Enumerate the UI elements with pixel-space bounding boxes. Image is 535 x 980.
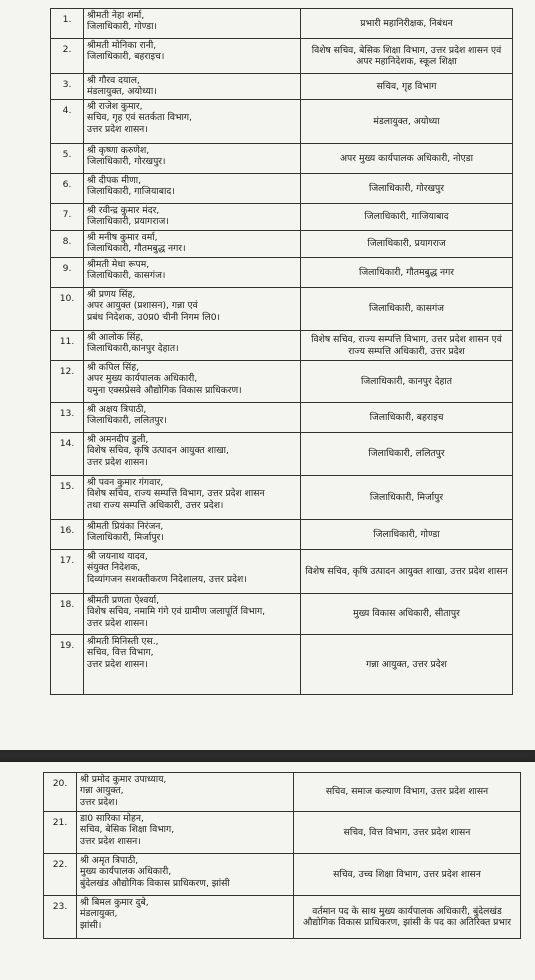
officer-line: श्री कृष्णा करुणेश, (87, 145, 150, 156)
officer-line: जिलाधिकारी, गोण्डा। (87, 21, 157, 33)
officer-line: विशेष सचिव, राज्य सम्पत्ति विभाग, उत्तर प्रदेश शासन (87, 488, 265, 500)
officer-cell (84, 258, 301, 288)
officer-cell (84, 594, 301, 635)
officer-cell (77, 773, 294, 812)
serial-number: 15. (51, 476, 84, 520)
officer-line: श्रीमती प्रियंका निरंजन, (87, 521, 164, 532)
officer-line: जिलाधिकारी, गाजियाबाद। (87, 186, 175, 198)
table-row (51, 9, 513, 39)
serial-number: 17. (51, 550, 84, 594)
transfer-table-2 (43, 772, 521, 939)
officer-line: श्रीमती मोनिका रानी, (87, 40, 157, 51)
document-page-2 (0, 762, 535, 980)
transfer-table-1 (50, 8, 513, 695)
officer-cell (84, 635, 301, 695)
officer-cell (84, 100, 301, 144)
officer-line: यमुना एक्सप्रेसवे औद्योगिक विकास प्राधिकरण। (87, 384, 242, 396)
officer-line: विशेष सचिव, कृषि उत्पादन आयुक्त शाखा, (87, 445, 229, 457)
officer-line: अपर मुख्य कार्यपालक अधिकारी, (87, 373, 198, 385)
officer-line: जिलाधिकारी, गोरखपुर। (87, 156, 166, 168)
new-posting: जिलाधिकारी, बहराइच (301, 403, 513, 433)
officer-line: संयुक्त निदेशक, (87, 562, 141, 574)
officer-line: जिलाधिकारी, प्रयागराज। (87, 216, 169, 228)
serial-number: 12. (51, 361, 84, 403)
table-row (51, 100, 513, 144)
table-row (51, 550, 513, 594)
table-row (44, 896, 521, 939)
new-posting: जिलाधिकारी, गोण्डा (301, 520, 513, 550)
new-posting: जिलाधिकारी, गोरखपुर (301, 174, 513, 204)
officer-line: जिलाधिकारी, गौतमबुद्ध नगर। (87, 243, 186, 255)
serial-number: 10. (51, 288, 84, 331)
officer-line: उत्तर प्रदेश। (80, 796, 118, 808)
new-posting: जिलाधिकारी, गाजियाबाद (301, 204, 513, 231)
officer-line: सचिव, बेसिक शिक्षा विभाग, (80, 824, 175, 836)
officer-line: झांसी। (80, 919, 102, 931)
table-row (51, 74, 513, 100)
table-row (44, 854, 521, 896)
serial-number: 20. (44, 773, 77, 812)
officer-line: अपर आयुक्त (प्रशासन), गन्ना एवं (87, 300, 198, 312)
officer-cell (84, 361, 301, 403)
table-row (51, 204, 513, 231)
officer-line: श्री बिमल कुमार दुबे, (80, 897, 149, 908)
table-row (51, 361, 513, 403)
officer-line: जिलाधिकारी, ललितपुर। (87, 415, 167, 427)
new-posting: विशेष सचिव, राज्य सम्पत्ति विभाग, उत्तर प्रदेश शासन एवं राज्य सम्पत्ति अधिकारी, उत्तर प्रदेश (301, 331, 513, 361)
table-row (51, 433, 513, 476)
officer-line: श्री राजेश कुमार, (87, 101, 143, 112)
serial-number: 13. (51, 403, 84, 433)
table-row (51, 520, 513, 550)
officer-line: उत्तर प्रदेश शासन। (87, 123, 148, 135)
serial-number: 3. (51, 74, 84, 100)
officer-line: मंडलायुक्त, अयोध्या। (87, 86, 157, 98)
officer-line: श्री मनीष कुमार वर्मा, (87, 232, 158, 243)
table-row (51, 144, 513, 174)
officer-cell (84, 74, 301, 100)
officer-cell (84, 174, 301, 204)
new-posting: जिलाधिकारी, गौतमबुद्ध नगर (301, 258, 513, 288)
officer-line: श्री प्रमोद कुमार उपाध्याय, (80, 774, 167, 785)
officer-line: श्री अक्षय त्रिपाठी, (87, 404, 147, 415)
serial-number: 4. (51, 100, 84, 144)
officer-line: श्रीमती मिनिस्ती एस., (87, 636, 159, 647)
serial-number: 21. (44, 812, 77, 854)
officer-cell (84, 39, 301, 74)
new-posting: जिलाधिकारी, कासगंज (301, 288, 513, 331)
officer-line: श्री अमृत त्रिपाठी, (80, 855, 139, 866)
officer-line: जिलाधिकारी, कासगंज। (87, 270, 166, 282)
officer-cell (84, 9, 301, 39)
officer-line: गन्ना आयुक्त, (80, 785, 124, 797)
officer-line: मुख्य कार्यपालक अधिकारी, (80, 866, 172, 878)
table-row (51, 174, 513, 204)
officer-cell (77, 854, 294, 896)
officer-line: श्री पवन कुमार गंगवार, (87, 477, 164, 488)
serial-number: 19. (51, 635, 84, 695)
officer-line: श्री कपिल सिंह, (87, 362, 139, 373)
officer-line: उत्तर प्रदेश शासन। (87, 658, 148, 670)
serial-number: 2. (51, 39, 84, 74)
officer-cell (84, 403, 301, 433)
officer-line: श्री प्रणय सिंह, (87, 289, 136, 300)
table-row (51, 635, 513, 695)
new-posting: सचिव, गृह विभाग (301, 74, 513, 100)
officer-line: दिव्यांगजन सशक्तीकरण निदेशालय, उत्तर प्रदेश। (87, 573, 247, 585)
officer-line: प्रबंध निदेशक, उ0प्र0 चीनी निगम लि0। (87, 311, 221, 323)
officer-line: जिलाधिकारी, बहराइच। (87, 51, 165, 63)
serial-number: 6. (51, 174, 84, 204)
new-posting: मंडलायुक्त, अयोध्या (301, 100, 513, 144)
officer-cell (84, 520, 301, 550)
officer-line: तथा राज्य सम्पत्ति अधिकारी, उत्तर प्रदेश। (87, 499, 224, 511)
officer-line: श्री जयनाथ यादव, (87, 551, 148, 562)
officer-line: श्रीमती नेहा शर्मा, (87, 10, 145, 21)
officer-line: उत्तर प्रदेश शासन। (87, 456, 148, 468)
officer-line: श्रीमती प्रणता ऐश्वर्या, (87, 595, 160, 606)
officer-line: जिलाधिकारी, मिर्जापुर। (87, 532, 164, 544)
officer-cell (84, 204, 301, 231)
new-posting: सचिव, उच्च शिक्षा विभाग, उत्तर प्रदेश शासन (294, 854, 521, 896)
table-row (51, 403, 513, 433)
officer-cell (84, 144, 301, 174)
page-gap (0, 750, 535, 762)
officer-cell (77, 896, 294, 939)
officer-line: बुंदेलखंड औद्योगिक विकास प्राधिकरण, झांसी (80, 877, 230, 889)
new-posting: जिलाधिकारी, प्रयागराज (301, 231, 513, 258)
officer-cell (77, 812, 294, 854)
officer-line: उत्तर प्रदेश शासन। (87, 617, 148, 629)
serial-number: 5. (51, 144, 84, 174)
serial-number: 18. (51, 594, 84, 635)
serial-number: 22. (44, 854, 77, 896)
officer-line: मंडलायुक्त, (80, 908, 118, 920)
officer-cell (84, 331, 301, 361)
table-row (51, 231, 513, 258)
officer-cell (84, 476, 301, 520)
new-posting: जिलाधिकारी, कानपुर देहात (301, 361, 513, 403)
new-posting: जिलाधिकारी, मिर्जापुर (301, 476, 513, 520)
table-row (44, 812, 521, 854)
serial-number: 9. (51, 258, 84, 288)
table-row (51, 258, 513, 288)
officer-line: सचिव, वित्त विभाग, (87, 647, 154, 659)
officer-line: श्रीमती मेधा रूपम, (87, 259, 150, 270)
serial-number: 1. (51, 9, 84, 39)
new-posting: मुख्य विकास अधिकारी, सीतापुर (301, 594, 513, 635)
table-row (51, 288, 513, 331)
table-row (44, 773, 521, 812)
serial-number: 14. (51, 433, 84, 476)
officer-line: श्री गौरव दयाल, (87, 75, 140, 86)
officer-line: श्री अमनदीप डुली, (87, 434, 149, 445)
new-posting: जिलाधिकारी, ललितपुर (301, 433, 513, 476)
new-posting: अपर मुख्य कार्यपालक अधिकारी, नोएडा (301, 144, 513, 174)
serial-number: 16. (51, 520, 84, 550)
serial-number: 11. (51, 331, 84, 361)
officer-line: श्री आलोक सिंह, (87, 332, 144, 343)
new-posting: विशेष सचिव, बेसिक शिक्षा विभाग, उत्तर प्रदेश शासन एवं अपर महानिदेशक, स्कूल शिक्षा (301, 39, 513, 74)
new-posting: विशेष सचिव, कृषि उत्पादन आयुक्त शाखा, उत्तर प्रदेश शासन (301, 550, 513, 594)
officer-line: उत्तर प्रदेश शासन। (80, 835, 141, 847)
table-row (51, 476, 513, 520)
officer-cell (84, 288, 301, 331)
officer-line: सचिव, गृह एवं सतर्कता विभाग, (87, 112, 192, 124)
serial-number: 8. (51, 231, 84, 258)
table-row (51, 39, 513, 74)
new-posting: गन्ना आयुक्त, उत्तर प्रदेश (301, 635, 513, 695)
serial-number: 7. (51, 204, 84, 231)
officer-cell (84, 550, 301, 594)
officer-cell (84, 231, 301, 258)
officer-line: डा0 सारिका मोहन, (80, 813, 144, 824)
officer-line: श्री दीपक मीणा, (87, 175, 142, 186)
table-row (51, 331, 513, 361)
table-row (51, 594, 513, 635)
officer-cell (84, 433, 301, 476)
new-posting: सचिव, समाज कल्याण विभाग, उत्तर प्रदेश शासन (294, 773, 521, 812)
officer-line: श्री रवीन्द्र कुमार मंदर, (87, 205, 160, 216)
officer-line: विशेष सचिव, नमामि गंगे एवं ग्रामीण जलापूर्ति विभाग, (87, 606, 266, 618)
new-posting: सचिव, वित्त विभाग, उत्तर प्रदेश शासन (294, 812, 521, 854)
new-posting: वर्तमान पद के साथ मुख्य कार्यपालक अधिकारी, बुंदेलखंड औद्योगिक विकास प्राधिकरण, झांसी के पद का अतिरिक्त प्रभार (294, 896, 521, 939)
officer-line: जिलाधिकारी,कानपुर देहात। (87, 343, 179, 355)
serial-number: 23. (44, 896, 77, 939)
new-posting: प्रभारी महानिरीक्षक, निबंधन (301, 9, 513, 39)
